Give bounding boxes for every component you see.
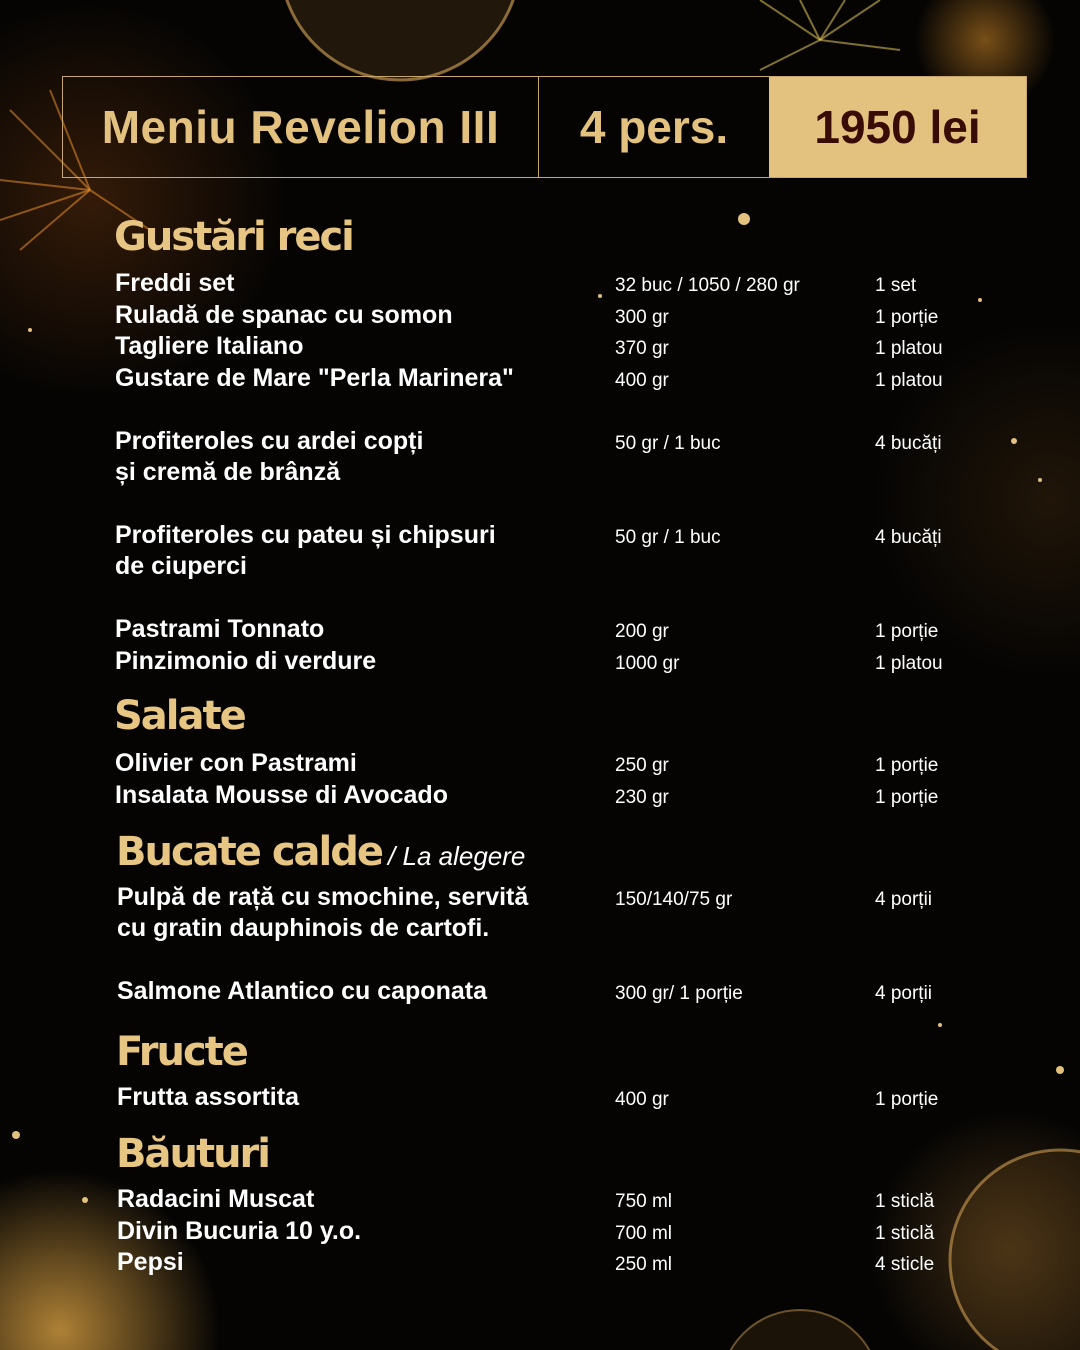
item-quantity: 50 gr / 1 buc bbox=[615, 527, 721, 548]
menu-item bbox=[117, 1216, 1067, 1248]
item-name: Profiteroles cu ardei copți și cremă de brânză bbox=[115, 427, 424, 486]
menu-item bbox=[115, 363, 1065, 395]
item-name: Olivier con Pastrami bbox=[115, 749, 357, 777]
item-name: Gustare de Mare "Perla Marinera" bbox=[115, 364, 514, 392]
item-portion: 1 platou bbox=[875, 370, 943, 391]
item-portion: 4 bucăți bbox=[875, 527, 942, 548]
item-quantity: 150/140/75 gr bbox=[615, 889, 733, 910]
item-quantity: 250 gr bbox=[615, 755, 669, 776]
menu-price: 1950 lei bbox=[769, 77, 1026, 177]
item-portion: 1 porție bbox=[875, 1089, 939, 1110]
menu-item bbox=[115, 331, 1065, 363]
menu-item bbox=[115, 268, 1065, 300]
item-name: Pinzimonio di verdure bbox=[115, 647, 377, 675]
ornament-bubble-icon bbox=[280, 0, 520, 80]
menu-item bbox=[115, 614, 1065, 646]
item-quantity: 250 ml bbox=[615, 1254, 673, 1275]
section-title-bucate-calde: Bucate calde / La alegere bbox=[116, 829, 526, 875]
item-quantity: 200 gr bbox=[615, 621, 669, 642]
ornament-bubble-icon bbox=[720, 1310, 880, 1350]
menu-item bbox=[117, 882, 1067, 942]
menu-item bbox=[115, 520, 1065, 580]
section-title-gustari-reci: Gustări reci bbox=[114, 214, 353, 260]
item-name: Ruladă de spanac cu somon bbox=[115, 301, 453, 329]
item-portion: 1 sticlă bbox=[875, 1191, 935, 1212]
menu-title: Meniu Revelion III bbox=[63, 77, 539, 177]
item-quantity: 400 gr bbox=[615, 1089, 669, 1110]
item-name: Insalata Mousse di Avocado bbox=[115, 781, 448, 809]
menu-item bbox=[115, 748, 1065, 780]
item-quantity: 750 ml bbox=[615, 1191, 673, 1212]
item-name: Divin Bucuria 10 y.o. bbox=[117, 1217, 362, 1245]
item-portion: 1 platou bbox=[875, 338, 943, 359]
item-portion: 4 sticle bbox=[875, 1254, 935, 1275]
item-portion: 1 porție bbox=[875, 621, 939, 642]
menu-item bbox=[117, 1082, 1067, 1114]
item-quantity: 700 ml bbox=[615, 1223, 673, 1244]
section-title-salate: Salate bbox=[114, 693, 245, 739]
item-portion: 1 porție bbox=[875, 787, 939, 808]
menu-item bbox=[115, 426, 1065, 486]
menu-item bbox=[117, 976, 1067, 1008]
menu-header bbox=[62, 76, 1027, 178]
item-quantity: 230 gr bbox=[615, 787, 669, 808]
firework-icon bbox=[760, 0, 900, 70]
item-quantity: 300 gr bbox=[615, 307, 669, 328]
item-portion: 1 porție bbox=[875, 755, 939, 776]
item-quantity: 370 gr bbox=[615, 338, 669, 359]
item-name: Pulpă de rață cu smochine, servită cu gratin dauphinois de cartofi. bbox=[117, 883, 529, 942]
item-portion: 4 bucăți bbox=[875, 433, 942, 454]
item-name: Freddi set bbox=[115, 269, 235, 297]
item-quantity: 400 gr bbox=[615, 370, 669, 391]
item-name: Pastrami Tonnato bbox=[115, 615, 325, 643]
menu-item bbox=[115, 300, 1065, 332]
item-quantity: 300 gr/ 1 porție bbox=[615, 983, 743, 1004]
item-name: Pepsi bbox=[117, 1248, 184, 1276]
item-name: Salmone Atlantico cu caponata bbox=[117, 977, 487, 1005]
item-portion: 4 porții bbox=[875, 983, 933, 1004]
item-portion: 1 sticlă bbox=[875, 1223, 935, 1244]
menu-item bbox=[115, 646, 1065, 678]
menu-item bbox=[117, 1184, 1067, 1216]
menu-item bbox=[117, 1247, 1067, 1279]
item-name: Frutta assortita bbox=[117, 1083, 299, 1111]
section-title-bauturi: Băuturi bbox=[116, 1131, 269, 1177]
item-name: Profiteroles cu pateu și chipsuri de ciuperci bbox=[115, 521, 496, 580]
item-portion: 1 platou bbox=[875, 653, 943, 674]
item-name: Tagliere Italiano bbox=[115, 332, 304, 360]
menu-item bbox=[115, 780, 1065, 812]
item-name: Radacini Muscat bbox=[117, 1185, 315, 1213]
item-portion: 1 set bbox=[875, 275, 917, 296]
persons-count: 4 pers. bbox=[579, 101, 729, 153]
item-quantity: 1000 gr bbox=[615, 653, 680, 674]
section-note: / La alegere bbox=[388, 841, 526, 871]
section-title-fructe: Fructe bbox=[116, 1029, 247, 1075]
item-portion: 4 porții bbox=[875, 889, 933, 910]
item-quantity: 50 gr / 1 buc bbox=[615, 433, 721, 454]
item-quantity: 32 buc / 1050 / 280 gr bbox=[615, 275, 800, 296]
item-portion: 1 porție bbox=[875, 307, 939, 328]
